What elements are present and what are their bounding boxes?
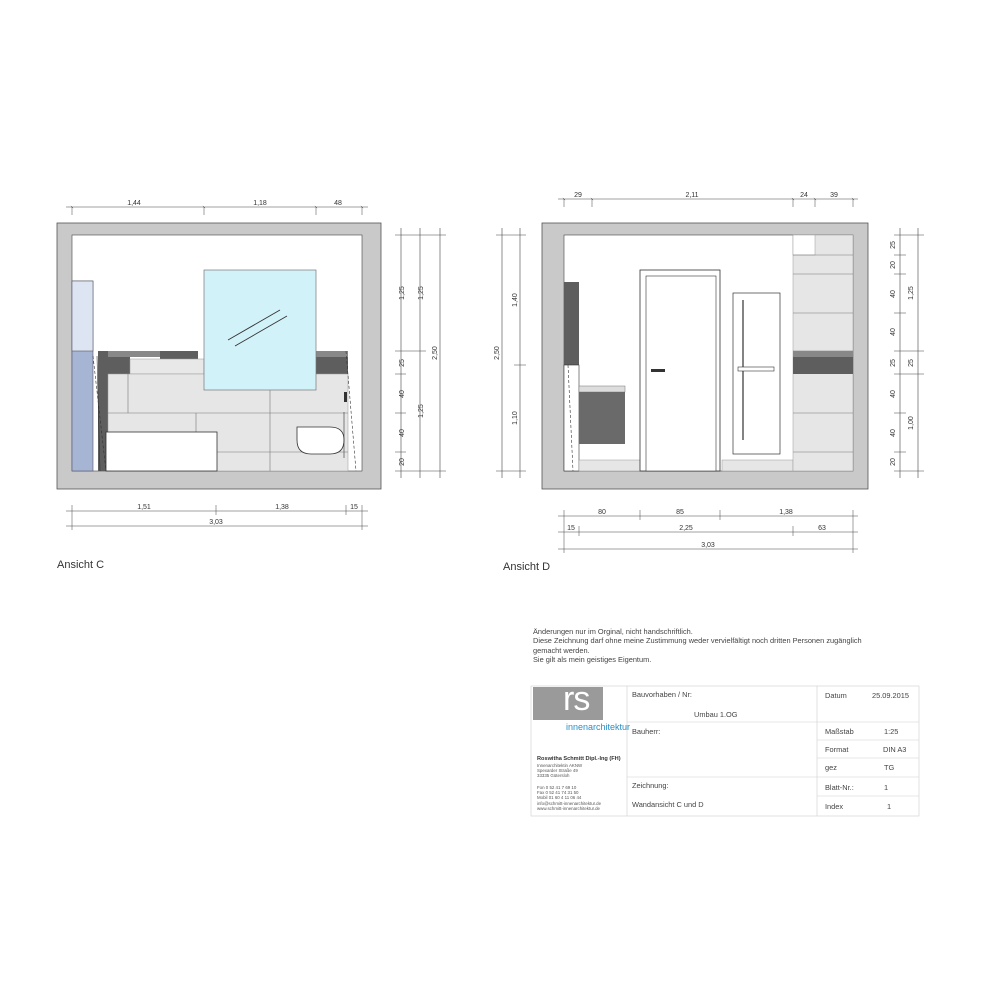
logo-text: rs bbox=[563, 680, 590, 718]
radiator-d bbox=[733, 293, 780, 454]
dim-d-bottom-2: 85 bbox=[676, 509, 684, 516]
dim-d-right-2: 20 bbox=[890, 261, 897, 269]
office-fax: Fax 0 52 41 74 31 50 bbox=[537, 790, 579, 795]
dim-c-bottom-2: 1,38 bbox=[275, 504, 289, 511]
dim-c-right-3: 40 bbox=[399, 390, 406, 398]
field-value-blatt: 1 bbox=[884, 783, 889, 792]
dim-c-right-5: 20 bbox=[399, 458, 406, 466]
dim-d-top-2: 2,11 bbox=[685, 192, 699, 199]
bathtub-c bbox=[106, 432, 217, 471]
office-line1: Innenarchitektin AKNW bbox=[537, 763, 583, 768]
dim-c-bottom-3: 15 bbox=[350, 504, 358, 511]
dim-d-right-4: 40 bbox=[890, 328, 897, 336]
dim-c-total: 3,03 bbox=[209, 519, 223, 526]
note-line: Diese Zeichnung darf ohne meine Zustimmung weder vervielfältigt noch dritten Personen zugänglich bbox=[533, 636, 862, 646]
door-leaf-d bbox=[646, 276, 716, 471]
field-label-gez: gez bbox=[825, 763, 837, 772]
field-value-datum: 25.09.2015 bbox=[872, 691, 909, 700]
dim-d-right-3: 40 bbox=[890, 290, 897, 298]
dim-c-mid-2: 1,25 bbox=[418, 404, 425, 418]
dim-d-top-3: 24 bbox=[800, 192, 808, 199]
dim-d-right-5: 25 bbox=[890, 359, 897, 367]
dim-d-right-8: 20 bbox=[890, 458, 897, 466]
dim-d-outer-3: 1,00 bbox=[908, 416, 915, 430]
office-web: www.schmitt-innenarchitektur.de bbox=[537, 806, 600, 811]
copyright-notes bbox=[533, 627, 913, 665]
dim-d-right-1: 25 bbox=[890, 241, 897, 249]
dim-c-right-2: 25 bbox=[399, 359, 406, 367]
office-line3: 33335 Gütersloh bbox=[537, 773, 570, 778]
field-label-blatt: Blatt-Nr.: bbox=[825, 783, 854, 792]
field-value-index: 1 bbox=[887, 802, 892, 811]
dim-d-right-7: 40 bbox=[890, 429, 897, 437]
drawing-label: Zeichnung: bbox=[632, 781, 669, 790]
office-name: Roswitha Schmitt Dipl.-Ing (FH) bbox=[537, 756, 621, 762]
logo-subtext: innenarchitektur bbox=[566, 722, 631, 732]
note-line: Änderungen nur im Orginal, nicht handschriftlich. bbox=[533, 627, 693, 636]
office-line2: Spexarder Straße 49 bbox=[537, 768, 578, 773]
dim-d-outer-2: 25 bbox=[908, 359, 915, 367]
field-label-index: Index bbox=[825, 802, 844, 811]
dim-d-total: 3,03 bbox=[701, 542, 715, 549]
project-label: Bauvorhaben / Nr: bbox=[632, 690, 692, 699]
dim-c-right-1: 1,25 bbox=[399, 286, 406, 300]
dim-c-top-3: 48 bbox=[334, 200, 342, 207]
dim-c-right-4: 40 bbox=[399, 429, 406, 437]
dim-c-mid-1: 1,25 bbox=[418, 286, 425, 300]
client-label: Bauherr: bbox=[632, 727, 661, 736]
dim-d-bottom-5: 2,25 bbox=[679, 525, 693, 532]
dim-d-bottom-3: 1,38 bbox=[779, 509, 793, 516]
mirror-c bbox=[204, 270, 316, 390]
dim-d-top-1: 29 bbox=[574, 192, 582, 199]
dim-c-bottom-1: 1,51 bbox=[137, 504, 151, 511]
dim-d-left-2: 1,10 bbox=[512, 411, 519, 425]
field-value-gez: TG bbox=[884, 763, 895, 772]
vanity-d bbox=[579, 392, 625, 444]
project-value: Umbau 1.OG bbox=[694, 710, 738, 719]
elevation-c bbox=[57, 200, 446, 530]
field-label-datum: Datum bbox=[825, 691, 847, 700]
field-label-massstab: Maßstab bbox=[825, 727, 854, 736]
door-handle-d bbox=[651, 369, 665, 372]
toilet-c bbox=[297, 427, 344, 454]
tall-cabinet-d bbox=[564, 282, 579, 365]
dim-c-top-1: 1,44 bbox=[127, 200, 141, 207]
dim-d-left-outer: 2,50 bbox=[494, 346, 501, 360]
dim-d-bottom-6: 63 bbox=[818, 525, 826, 532]
note-line: Sie gilt als mein geistiges Eigentum. bbox=[533, 655, 652, 665]
office-email: info@schmitt-innenarchitektur.de bbox=[537, 801, 602, 806]
dim-d-outer-1: 1,25 bbox=[908, 286, 915, 300]
dim-d-bottom-4: 15 bbox=[567, 525, 575, 532]
dim-d-right-6: 40 bbox=[890, 390, 897, 398]
office-fon: Fon 0 52 41 7 69 10 bbox=[537, 785, 577, 790]
elevation-d bbox=[494, 192, 924, 553]
view-label-d: Ansicht D bbox=[503, 561, 551, 573]
dim-c-outer: 2,50 bbox=[432, 346, 439, 360]
field-value-massstab: 1:25 bbox=[884, 727, 899, 736]
dim-d-bottom-1: 80 bbox=[598, 509, 606, 516]
field-label-format: Format bbox=[825, 745, 849, 754]
dim-c-top-2: 1,18 bbox=[253, 200, 267, 207]
office-mobil: Mobil 01 60 4 11 06 44 bbox=[537, 795, 582, 800]
dim-d-left-1: 1,40 bbox=[512, 293, 519, 307]
field-value-format: DIN A3 bbox=[883, 745, 907, 754]
drawing-value: Wandansicht C und D bbox=[632, 800, 704, 809]
view-label-c: Ansicht C bbox=[57, 559, 105, 571]
note-line: gemacht werden. bbox=[533, 645, 590, 655]
dim-d-top-4: 39 bbox=[830, 192, 838, 199]
